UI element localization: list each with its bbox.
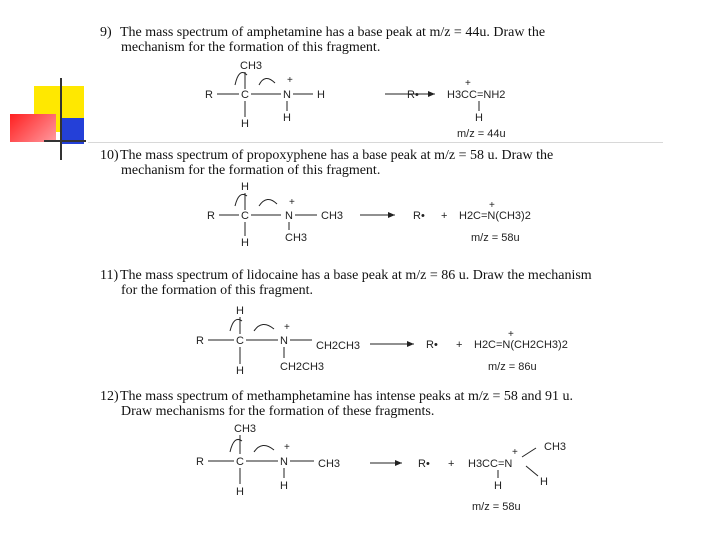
electron-arrow-icon [254,324,274,331]
top-substituent: CH3 [234,423,257,435]
carbon-atom: C [236,456,244,468]
question-text-line1: The mass spectrum of methamphetamine has intense peaks at m/z = 58 and 91 u. [120,389,574,404]
charge-plus: + [508,329,514,340]
right-substituent: CH3 [321,210,344,222]
question-11 [100,268,592,298]
question-9 [100,25,545,55]
question-text-line1: The mass spectrum of amphetamine has a base peak at m/z = 44u. Draw the [120,25,546,40]
top-substituent: H [241,181,249,193]
product-nitrogen-h: H [540,476,548,488]
carbon-atom: C [241,89,249,101]
radical-product: R• [413,210,425,222]
charge-plus: + [512,447,518,458]
question-text-line2: Draw mechanisms for the formation of these fragments. [121,404,435,419]
product-methyl: CH3 [544,441,567,453]
product-formula: H2C=N(CH3)2 [459,210,531,222]
question-number: 11) [100,268,119,283]
nitrogen-atom: N [285,210,293,222]
deco-rule-line [88,142,663,143]
nitrogen-substituent: H [280,480,288,492]
arrowhead-icon [428,91,435,97]
deco-red-square [10,114,56,142]
r-group: R [207,210,215,222]
question-number: 12) [100,389,119,404]
deco-horizontal-line [44,140,86,142]
question-text-line2: mechanism for the formation of this fragment. [121,163,381,178]
arrowhead-icon [388,212,395,218]
charge-plus: + [489,200,495,211]
charge-plus: + [284,442,290,453]
deco-vertical-line [60,78,62,160]
r-group: R [196,456,204,468]
question-text-line1: The mass spectrum of lidocaine has a base peak at m/z = 86 u. Draw the mechanism [120,268,592,283]
mechanism-scheme-10 [195,178,575,258]
plus-sign: + [456,339,463,351]
question-number: 9) [100,25,112,40]
top-substituent: H [236,305,244,317]
radical-product: R• [407,89,419,101]
bond-line [522,448,536,457]
nitrogen-substituent: H [283,112,291,124]
right-substituent: CH3 [318,458,341,470]
bottom-substituent: H [241,237,249,249]
carbon-atom: C [241,210,249,222]
electron-arrow-icon [254,445,274,452]
mechanism-scheme-11 [190,302,590,382]
nitrogen-atom: N [280,456,288,468]
mechanism-scheme-12 [190,420,590,520]
nitrogen-substituent: CH3 [285,232,308,244]
nitrogen-atom: N [283,89,291,101]
bottom-substituent: H [236,486,244,498]
question-text-line2: for the formation of this fragment. [121,283,314,298]
right-substituent: CH2CH3 [316,340,361,352]
nitrogen-atom: N [280,335,288,347]
radical-product: R• [426,339,438,351]
mass-label: m/z = 58u [472,501,521,513]
mass-label: m/z = 58u [471,232,520,244]
electron-arrow-icon [259,78,275,85]
nitrogen-substituent: CH2CH3 [280,361,325,373]
bottom-substituent: H [241,118,249,130]
mass-label: m/z = 44u [457,128,506,140]
charge-plus: + [284,322,290,333]
question-number: 10) [100,148,119,163]
question-text-line1: The mass spectrum of propoxyphene has a base peak at m/z = 58 u. Draw the [120,148,554,163]
product-formula: H3CC=N [468,458,513,470]
radical-product: R• [418,458,430,470]
product-substituent: H [494,480,502,492]
charge-plus: + [289,197,295,208]
question-10 [100,148,553,178]
r-group: R [205,89,213,101]
r-group: R [196,335,204,347]
arrowhead-icon [407,341,414,347]
product-formula: H3CC=NH2 [447,89,506,101]
mass-label: m/z = 86u [488,361,537,373]
question-text-line2: mechanism for the formation of this fragment. [121,40,381,55]
mechanism-scheme-9 [195,55,535,140]
electron-arrow-icon [259,199,277,206]
product-formula: H2C=N(CH2CH3)2 [474,339,568,351]
bottom-substituent: H [236,365,244,377]
carbon-atom: C [236,335,244,347]
top-substituent: CH3 [240,60,263,72]
product-substituent: H [475,112,483,124]
right-substituent: H [317,89,325,101]
arrowhead-icon [395,460,402,466]
charge-plus: + [465,78,471,89]
plus-sign: + [441,210,448,222]
charge-plus: + [287,75,293,86]
bond-line [526,466,538,476]
question-12 [100,389,573,419]
plus-sign: + [448,458,455,470]
